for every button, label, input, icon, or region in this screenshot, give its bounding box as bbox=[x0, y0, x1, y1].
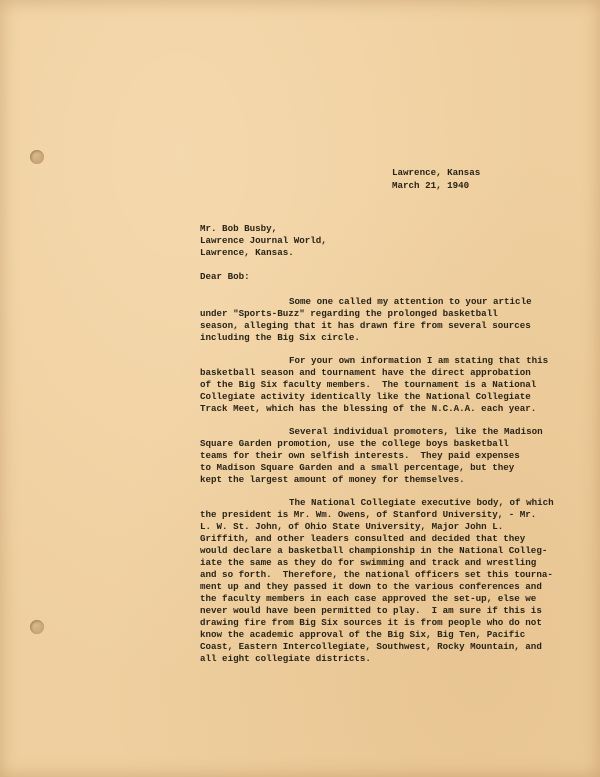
paragraph-4-line-8: ment up and they passed it down to the various conferences and bbox=[200, 581, 542, 592]
paragraph-3-line-5: kept the largest amount of money for themselves. bbox=[200, 474, 465, 485]
paragraph-3-line-2: Square Garden promotion, use the college boys basketball bbox=[200, 438, 509, 449]
paragraph-4-line-4: Griffith, and other leaders consulted and decided that they bbox=[200, 533, 526, 544]
punch-hole-top bbox=[30, 150, 44, 164]
paragraph-4-line-3: L. W. St. John, of Ohio State University, Major John L. bbox=[200, 521, 504, 532]
paragraph-2-line-5: Track Meet, which has the blessing of the N.C.A.A. each year. bbox=[200, 403, 537, 414]
paragraph-1-line-3: season, alleging that it has drawn fire from several sources bbox=[200, 320, 531, 331]
paragraph-4-line-6: iate the same as they do for swimming and track and wrestling bbox=[200, 557, 537, 568]
paragraph-2-line-4: Collegiate activity identically like the National Collegiate bbox=[200, 391, 531, 402]
paragraph-2-line-3: of the Big Six faculty members. The tournament is a National bbox=[200, 379, 537, 390]
paragraph-4-line-7: and so forth. Therefore, the national officers set this tourna- bbox=[200, 569, 553, 580]
recipient-organization: Lawrence Journal World, bbox=[200, 235, 327, 246]
punch-hole-bottom bbox=[30, 620, 44, 634]
recipient-name: Mr. Bob Busby, bbox=[200, 223, 278, 234]
paragraph-3-line-3: teams for their own selfish interests. They paid expenses bbox=[200, 450, 520, 461]
salutation: Dear Bob: bbox=[200, 271, 250, 282]
paragraph-2-line-2: basketball season and tournament have the direct approbation bbox=[200, 367, 531, 378]
paragraph-1-line-4: including the Big Six circle. bbox=[200, 332, 360, 343]
recipient-city: Lawrence, Kansas. bbox=[200, 247, 294, 258]
dateline-place: Lawrence, Kansas bbox=[392, 167, 481, 178]
paragraph-4-line-10: never would have been permitted to play. I am sure if this is bbox=[200, 605, 542, 616]
dateline-date: March 21, 1940 bbox=[392, 180, 470, 191]
paragraph-4-line-2: the president is Mr. Wm. Owens, of Stanford University, - Mr. bbox=[200, 509, 537, 520]
paragraph-4-line-14: all eight collegiate districts. bbox=[200, 653, 371, 664]
paragraph-4-line-9: the faculty members in each case approved the set-up, else we bbox=[200, 593, 537, 604]
paragraph-1-line-1: Some one called my attention to your article bbox=[289, 296, 532, 307]
paragraph-1-line-2: under "Sports-Buzz" regarding the prolonged basketball bbox=[200, 308, 498, 319]
paragraph-4-line-12: know the academic approval of the Big Six, Big Ten, Pacific bbox=[200, 629, 526, 640]
paragraph-2-line-1: For your own information I am stating that this bbox=[289, 355, 549, 366]
paragraph-4-line-1: The National Collegiate executive body, of which bbox=[289, 497, 554, 508]
paragraph-3-line-4: to Madison Square Garden and a small percentage, but they bbox=[200, 462, 515, 473]
paragraph-4-line-5: would declare a basketball championship in the National Colleg- bbox=[200, 545, 548, 556]
paragraph-3-line-1: Several individual promoters, like the Madison bbox=[289, 426, 543, 437]
paragraph-4-line-11: drawing fire from Big Six sources it is from people who do not bbox=[200, 617, 542, 628]
paragraph-4-line-13: Coast, Eastern Intercollegiate, Southwest, Rocky Mountain, and bbox=[200, 641, 542, 652]
